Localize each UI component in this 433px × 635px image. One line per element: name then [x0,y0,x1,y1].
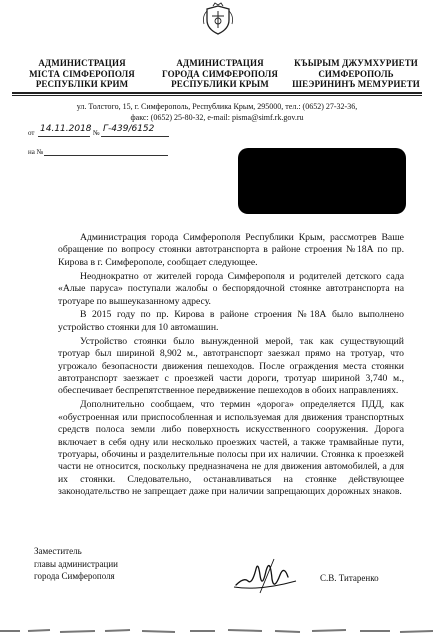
address-line: факс: (0652) 25-80-32, e-mail: pisma@simf.rk.gov.ru [130,113,304,122]
body-paragraph: Администрация города Симферополя Республики Крым, рассмотрев Ваше обращение по вопросу стоянки автотранспорта в районе строения №18А по пр. Кирова в г. Симферополе, сообщает следующее. [58,232,404,268]
date-underline [38,136,90,137]
header-line: АДМИНИСТРАЦИЯ [38,58,126,68]
number-underline [101,136,169,137]
handwritten-signature [230,555,300,595]
footer-scan-artifact [0,626,433,635]
header-line: СИМФЕРОПОЛЬ [318,68,394,79]
body-paragraph: Дополнительно сообщаем, что термин «дорога» определяется ПДД, как «обустроенная или приспособленная и используемая для движения транспортных средств полоса земли либо поверхность искусственного сооружения. Дорога включает в себя одну или несколько проезжих частей, а также трамвайные пути, тротуары, обочины и разделительные полосы при их наличии. Стоянка к проезжей части не относится, поскольку предназначена не для движения автомобилей, а для их стоянки. Следовательно, останавливаться на стоянке действующее законодательство не запрещает даже при наличии запрещающих дорожных знаков. [58,399,404,498]
date-label: от [28,129,35,137]
header-line: АДМИНИСТРАЦИЯ [176,58,264,68]
body-paragraph: В 2015 году по пр. Кирова в районе строения №18А было выполнено устройство стоянки для 10 автомашин. [58,309,404,333]
ref-underline [44,155,168,156]
position-line: Заместитель [34,546,82,556]
signatory-name: С.В. Титаренко [320,573,379,583]
header-crimean-tatar [286,58,426,90]
letter-body [58,232,404,500]
handwritten-number: Г-439/6152 [103,124,155,134]
body-paragraph: Неоднократно от жителей города Симферополя и родителей детского сада «Алые паруса» поступали жалобы о беспорядочной стоянке автотранспорта на тротуаре по вышеуказанному адресу. [58,270,404,307]
address-line: ул. Толстого, 15, г. Симферополь, Республика Крым, 295000, тел.: (0652) 27-32-36, [76,102,358,111]
header-russian [154,58,286,90]
header-line: РЕСПУБЛИКИ КРЫМ [171,79,269,89]
number-label: № [93,129,100,137]
position-line: главы администрации [34,558,118,569]
contact-address [12,101,422,123]
header-ukrainian [16,58,148,90]
coat-of-arms-icon [200,2,236,36]
header-line: КЪЫРЫМ ДЖУМХУРИЕТИ [294,58,418,68]
redacted-recipient-block [238,148,406,214]
position-line: города Симферополя [34,571,115,581]
handwritten-date: 14.11.2018 [40,124,92,134]
signatory-position [34,545,118,583]
body-paragraph: Устройство стоянки было вынужденной мерой, так как существующий тротуар был шириной 8,902 м., автотранспорт заезжал прямо на тротуар, что угрожало безопасности движения пешеходов. После ограждения места стоянки автотранспорт заезжает с проезжей части дороги, тротуар шириной 3,740 м., обеспечивает беспрепятственное передвижение пешеходов в обоих направлениях. [58,335,404,397]
header-divider-thin [12,95,422,96]
header-divider [12,92,422,94]
header-line: ШЕЭРИНИНЪ МЕМУРИЕТИ [292,79,420,89]
header-line: МІСТА СІМФЕРОПОЛЯ [29,68,135,79]
header-line: РЕСПУБЛІКИ КРИМ [35,79,129,89]
header-line: ГОРОДА СИМФЕРОПОЛЯ [161,68,279,79]
ref-label: на № [28,148,44,156]
